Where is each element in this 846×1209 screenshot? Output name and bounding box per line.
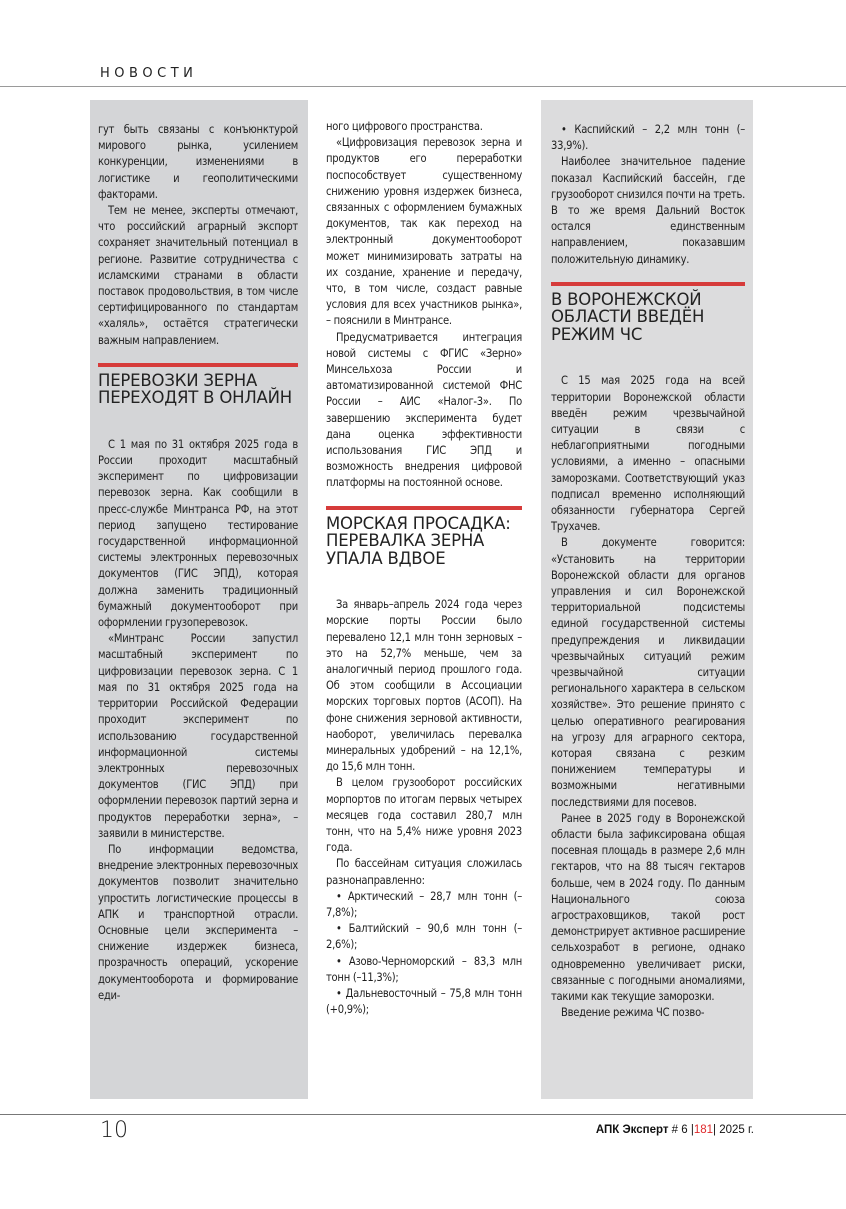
paragraph: Ранее в 2025 году в Воронежской области была зафиксирована общая посевная площадь в размере 2,6 млн гектаров, что на 88 тысяч гектаров больше, чем в 2024 году. По данным Национального союза агростраховщиков, такой рост демонстрирует активное расширение сельхозработ в регионе, однако одновременно увеличивает риски, связанные с погодными аномалиями, такими как текущие заморозки. (551, 811, 745, 1004)
paragraph: С 15 мая 2025 года на всей территории Воронежской области введён режим чрезвычайной ситуации в связи с неблагоприятными погодными условиями, а именно – опасными заморозками. Соответствующий указ подписал временно исполняющий обязанности губернатора Сергей Трухачев. (551, 374, 745, 534)
article-header-grain-transport (98, 363, 298, 407)
paragraph: За январь–апрель 2024 года через морские порты России было перевалено 12,1 млн тонн зерновых – это на 52,7% меньше, чем за аналогичный период прошлого года. Об этом сообщили в Ассоциации морских торговых портов (АСОП). На фоне снижения зерновой активности, наоборот, увеличилась перевалка минеральных удобрений – на 12,1%, до 15,6 млн тонн. (326, 598, 522, 774)
list-item: • Балтийский – 90,6 млн тонн (–2,6%); (326, 922, 522, 952)
paragraph: В документе говорится: «Установить на территории Воронежской области для органов управления и сил Воронежской территориальной подсистемы единой государственной системы предупреждения и ликвидации чрезвычайных ситуаций режим чрезвычайной ситуации регионального характера в сельском хозяйстве». Это решение принято с целью оперативного реагирования на угрозу для аграрного сектора, которая связана с резким понижением температуры и возможными негативными последствиями для посевов. (551, 536, 745, 809)
column-right (541, 100, 753, 1099)
footer-divider (0, 1114, 846, 1115)
article-header-sea-ports (326, 506, 522, 568)
article-title: В ВОРОНЕЖСКОЙ ОБЛАСТИ ВВЕДЁН РЕЖИМ ЧС (551, 289, 705, 344)
headline-red-bar (551, 282, 745, 286)
headline-red-bar (326, 506, 522, 510)
list-item: • Дальневосточный – 75,8 млн тонн (+0,9%); (326, 987, 522, 1017)
paragraph: Предусматривается интеграция новой системы с ФГИС «Зерно» Минсельхоза России и автоматизированной системой ФНС России – АИС «Налог-3». По завершению эксперимента будет дана оценка эффективности использования ГИС ЭПД и возможность внедрения цифровой платформы на постоянной основе. (326, 330, 522, 490)
headline-red-bar (98, 363, 298, 367)
list-item: • Азово-Черноморский – 83,3 млн тонн (–11,3%); (326, 954, 522, 984)
issue-year: | 2025 г. (713, 1124, 754, 1136)
issue-number: # 6 | (668, 1124, 694, 1136)
list-item: • Арктический – 28,7 млн тонн (–7,8%); (326, 889, 522, 920)
column-left (90, 100, 308, 1099)
article-title: МОРСКАЯ ПРОСАДКА: ПЕРЕВАЛКА ЗЕРНА УПАЛА ВДВОЕ (326, 513, 511, 568)
magazine-title: АПК Эксперт (595, 1124, 669, 1136)
paragraph: Введение режима ЧС позво- (561, 1006, 705, 1020)
issue-total-number: 181 (693, 1124, 714, 1136)
article-title: ПЕРЕВОЗКИ ЗЕРНА ПЕРЕХОДЯТ В ОНЛАЙН (98, 370, 292, 408)
section-label: НОВОСТИ (100, 66, 198, 81)
page-number: 10 (100, 1118, 128, 1143)
paragraph: «Цифровизация перевозок зерна и продуктов его переработки поспособствует существенному снижению уровня издержек бизнеса, связанных с оформлением бумажных документов, так как переход на электронный документооборот может минимизировать затраты на их создание, хранение и передачу, что, в том числе, создаст равные условия для всех участников рынка», – пояснили в Минтрансе. (326, 136, 522, 328)
column-middle (316, 100, 530, 1099)
header-divider (0, 86, 846, 87)
magazine-issue (596, 1124, 754, 1136)
list-item: • Каспийский – 2,2 млн тонн (–33,9%). (551, 123, 745, 153)
paragraph: гут быть связаны с конъюнктурой мирового рынка, усилением конкуренции, изменениями в логистике и геополитическими факторами. (98, 123, 298, 201)
article-header-voronezh (551, 282, 745, 344)
paragraph: С 1 мая по 31 октября 2025 года в России проходит масштабный эксперимент по цифровизации перевозок зерна. Как сообщили в пресс-службе Минтранса РФ, на этот период запущено тестирование государственной информационной системы электронных перевозочных документов (ГИС ЭПД), которая должна заменить традиционный бумажный документооборот при оформлении грузоперевозок. (98, 437, 298, 630)
paragraph: «Минтранс России запустил масштабный эксперимент по цифровизации перевозок зерна. С 1 мая по 31 октября 2025 года на территории Российской Федерации проходит эксперимент по использованию государственной информационной системы электронных перевозочных документов (ГИС ЭПД) при оформлении перевозок партий зерна и продуктов переработки зерна», – заявили в министерстве. (98, 632, 298, 840)
paragraph: ного цифрового пространства. (326, 120, 483, 133)
paragraph: По информации ведомства, внедрение электронных перевозочных документов позволит значительно упростить логистические процессы в АПК и транспортной отрасли. Основные цели эксперимента – снижение издержек бизнеса, прозрачность операций, ускорение документооборота и формирование еди- (98, 842, 298, 1002)
paragraph: В целом грузооборот российских морпортов по итогам первых четырех месяцев года составил 280,7 млн тонн, что на 5,4% ниже уровня 2023 года. (326, 776, 522, 855)
paragraph: По бассейнам ситуация сложилась разнонаправленно: (326, 857, 522, 887)
paragraph: Наиболее значительное падение показал Каспийский бассейн, где грузооборот снизился почти на треть. В то же время Дальний Восток остался единственным направлением, показавшим положительную динамику. (551, 155, 745, 266)
paragraph: Тем не менее, эксперты отмечают, что российский аграрный экспорт сохраняет значительный потенциал в регионе. Развитие сотрудничества с исламскими странами в области поставок продовольствия, в том числе сертифицированного по стандартам «халяль», остаётся стратегически важным направлением. (98, 204, 298, 347)
